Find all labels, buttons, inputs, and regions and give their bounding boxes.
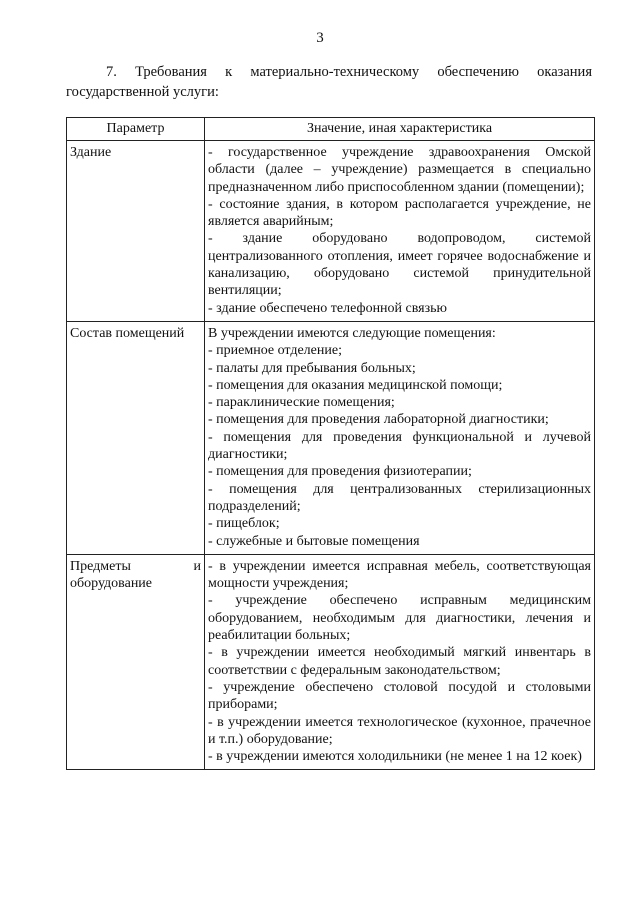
param-word: Предметы	[70, 558, 131, 574]
value-line: - палаты для пребывания больных;	[208, 360, 416, 376]
table-row	[67, 141, 595, 322]
value-line: - приемное отделение;	[208, 343, 342, 359]
value-line: - помещения для проведения функциональной и лучевой диагностики;	[208, 429, 591, 463]
value-line: - пищеблок;	[208, 516, 280, 532]
value-line: - параклинические помещения;	[208, 395, 395, 411]
param-cell: Здание	[67, 141, 205, 322]
page-number: 3	[316, 30, 324, 46]
value-cell	[205, 141, 595, 322]
section-heading-text: 7. Требования к материально-техническому обеспечению оказания государственной услуги:	[66, 64, 592, 100]
value-line: - здание обеспечено телефонной связью	[208, 300, 447, 316]
table-header-row	[67, 118, 595, 141]
value-line: - учреждение обеспечено исправным медицинским оборудованием, необходимым для диагностики, лечения и реабилитации больных;	[208, 593, 591, 644]
value-line: - учреждение обеспечено столовой посудой и столовыми приборами;	[208, 679, 591, 713]
value-line: - состояние здания, в котором располагается учреждение, не является аварийным;	[208, 196, 591, 230]
param-cell	[67, 554, 205, 770]
value-line: - помещения для оказания медицинской помощи;	[208, 377, 503, 393]
requirements-table	[66, 117, 595, 770]
value-line: - здание оборудовано водопроводом, системой централизованного отопления, имеет горячее водоснабжение и канализацию, оборудовано системой принудительной вентиляции;	[208, 231, 591, 299]
param-word: и	[193, 558, 201, 574]
value-line: - помещения для централизованных стерилизационных подразделений;	[208, 481, 591, 514]
value-line: - в учреждении имеется исправная мебель, соответствующая мощности учреждения;	[208, 558, 591, 592]
value-line: - государственное учреждение здравоохранения Омской области (далее – учреждение) размещается в специально предназначенном либо приспособленном здании (помещении);	[208, 145, 591, 195]
value-line: В учреждении имеются следующие помещения:	[208, 325, 496, 341]
value-line: - в учреждении имеется технологическое (кухонное, прачечное и т.п.) оборудование;	[208, 714, 591, 747]
value-line: - помещения для проведения лабораторной диагностики;	[208, 412, 549, 428]
table-row	[67, 554, 595, 770]
table-row	[67, 321, 595, 554]
value-line: - служебные и бытовые помещения	[208, 533, 420, 549]
header-value: Значение, иная характеристика	[205, 118, 595, 141]
value-line: - помещения для проведения физиотерапии;	[208, 464, 472, 480]
value-cell	[205, 554, 595, 770]
section-heading	[66, 62, 592, 102]
param-cell: Состав помещений	[67, 321, 205, 554]
param-word: оборудование	[70, 576, 153, 592]
param-first-line	[70, 558, 201, 575]
header-parameter: Параметр	[67, 118, 205, 141]
value-cell	[205, 321, 595, 554]
value-line: - в учреждении имеется необходимый мягкий инвентарь в соответствии с федеральным законодательством;	[208, 645, 591, 678]
value-line: - в учреждении имеются холодильники (не менее 1 на 12 коек)	[208, 749, 582, 765]
